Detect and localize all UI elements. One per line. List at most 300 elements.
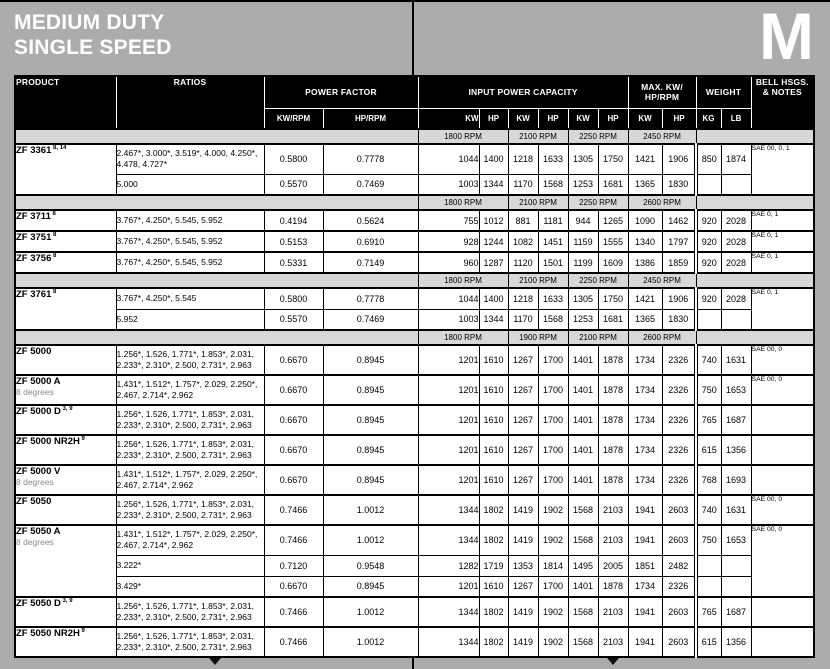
col-header-hp-max: HP (662, 108, 696, 129)
page-title-line2: SINGLE SPEED (14, 36, 172, 59)
max-power-cell: 1340 (628, 231, 662, 252)
ratios-cell: 3.767*, 4.250*, 5.545, 5.952 (116, 231, 264, 252)
rpm-band-spacer (696, 129, 814, 144)
col-header-kg: KG (696, 108, 721, 129)
hp-rpm-cell: 0.9548 (323, 555, 418, 576)
rpm-band-spacer (15, 330, 418, 345)
max-power-cell: 1365 (628, 309, 662, 330)
capacity-cell: 1902 (538, 597, 568, 627)
product-cell (15, 252, 116, 273)
capacity-cell: 1044 (418, 144, 479, 174)
capacity-cell: 944 (568, 210, 598, 231)
rpm-label: 2100 RPM (508, 195, 568, 210)
weight-kg-cell: 768 (696, 465, 721, 495)
kw-rpm-cell: 0.7466 (264, 597, 323, 627)
weight-kg-cell: 920 (696, 210, 721, 231)
capacity-cell: 1344 (479, 309, 508, 330)
capacity-cell: 1633 (538, 288, 568, 309)
bell-housing-notes-cell: SAE 0, 1 (751, 231, 814, 252)
ratios-cell: 3.767*, 4.250*, 5.545, 5.952 (116, 252, 264, 273)
ratios-cell: 1.256*, 1.526, 1.771*, 1.853*, 2.031, 2.233*, 2.310*, 2.500, 2.731*, 2.963 (116, 597, 264, 627)
bell-housing-notes-cell: SAE 00, 0 (751, 345, 814, 375)
max-power-cell: 1421 (628, 288, 662, 309)
weight-lb-cell: 1631 (721, 345, 751, 375)
capacity-cell: 1495 (568, 555, 598, 576)
capacity-cell: 1170 (508, 309, 538, 330)
product-name: ZF 3361 (16, 145, 52, 156)
capacity-cell: 1610 (479, 465, 508, 495)
col-header-kw-1800: KW (418, 108, 479, 129)
capacity-cell: 1878 (598, 465, 628, 495)
product-cell (15, 231, 116, 252)
capacity-cell: 1282 (418, 555, 479, 576)
capacity-cell: 1267 (508, 465, 538, 495)
capacity-cell: 1218 (508, 144, 538, 174)
capacity-cell: 1802 (479, 627, 508, 657)
capacity-cell: 1082 (508, 231, 538, 252)
weight-kg-cell (696, 174, 721, 195)
product-cell (15, 375, 116, 405)
product-name: ZF 5000 V (16, 466, 61, 477)
capacity-cell: 1181 (538, 210, 568, 231)
rpm-band-spacer (696, 273, 814, 288)
col-header-hp-1800: HP (479, 108, 508, 129)
table-row (15, 597, 814, 627)
max-power-cell: 1941 (628, 597, 662, 627)
rpm-label: 2450 RPM (628, 273, 696, 288)
capacity-cell: 2103 (598, 627, 628, 657)
capacity-cell: 1401 (568, 375, 598, 405)
capacity-cell: 1814 (538, 555, 568, 576)
ratios-cell: 3.767*, 4.250*, 5.545 (116, 288, 264, 309)
col-header-hp-2: HP (538, 108, 568, 129)
capacity-cell: 1265 (598, 210, 628, 231)
ratios-cell: 3.222* (116, 555, 264, 576)
rpm-label: 2100 RPM (508, 273, 568, 288)
capacity-cell: 1170 (508, 174, 538, 195)
max-power-cell: 2326 (662, 435, 696, 465)
capacity-cell: 960 (418, 252, 479, 273)
weight-lb-cell: 2028 (721, 231, 751, 252)
capacity-cell: 1750 (598, 144, 628, 174)
col-header-lb: LB (721, 108, 751, 129)
capacity-cell: 1267 (508, 375, 538, 405)
col-header-kw-max: KW (628, 108, 662, 129)
table-row (15, 174, 814, 195)
capacity-cell: 1568 (538, 309, 568, 330)
product-cell (15, 405, 116, 435)
product-cell (15, 495, 116, 525)
weight-kg-cell: 850 (696, 144, 721, 174)
hp-rpm-cell: 0.8945 (323, 435, 418, 465)
rpm-band-spacer (696, 195, 814, 210)
capacity-cell: 881 (508, 210, 538, 231)
kw-rpm-cell: 0.6670 (264, 345, 323, 375)
kw-rpm-cell: 0.7466 (264, 495, 323, 525)
ratios-cell: 1.431*, 1.512*, 1.757*, 2.029, 2.250*, 2.467, 2.714*, 2.962 (116, 525, 264, 555)
ratios-cell: 3.767*, 4.250*, 5.545, 5.952 (116, 210, 264, 231)
capacity-cell: 1501 (538, 252, 568, 273)
hp-rpm-cell: 1.0012 (323, 627, 418, 657)
product-cell (15, 465, 116, 495)
rpm-label: 1800 RPM (418, 195, 508, 210)
capacity-cell: 1267 (508, 576, 538, 597)
weight-lb-cell: 1356 (721, 435, 751, 465)
capacity-cell: 1610 (479, 345, 508, 375)
ratios-cell: 1.431*, 1.512*, 1.757*, 2.029, 2.250*, 2.467, 2.714*, 2.962 (116, 375, 264, 405)
capacity-cell: 1003 (418, 174, 479, 195)
ratios-cell: 1.256*, 1.526, 1.771*, 1.853*, 2.031, 2.233*, 2.310*, 2.500, 2.731*, 2.963 (116, 345, 264, 375)
bell-housing-notes-cell: SAE 00, 0 (751, 495, 814, 525)
capacity-cell: 1003 (418, 309, 479, 330)
weight-kg-cell: 765 (696, 597, 721, 627)
hp-rpm-cell: 1.0012 (323, 597, 418, 627)
capacity-cell: 1344 (418, 627, 479, 657)
capacity-cell: 1802 (479, 495, 508, 525)
ratios-cell: 5.952 (116, 309, 264, 330)
capacity-cell: 1878 (598, 405, 628, 435)
table-row (15, 231, 814, 252)
product-footnote-superscript: 8, 14 (51, 145, 67, 151)
ratios-cell: 3.429* (116, 576, 264, 597)
ratios-cell: 2.467*, 3.000*, 3.519*, 4.000, 4.250*, 4.478, 4.727* (116, 144, 264, 174)
catalog-table (14, 75, 815, 658)
weight-kg-cell: 750 (696, 525, 721, 555)
weight-lb-cell: 1653 (721, 525, 751, 555)
table-row (15, 345, 814, 375)
table-row (15, 576, 814, 597)
capacity-cell: 1353 (508, 555, 538, 576)
capacity-cell: 1400 (479, 288, 508, 309)
max-power-cell: 2326 (662, 576, 696, 597)
product-name: ZF 3711 (16, 211, 51, 222)
capacity-cell: 1253 (568, 309, 598, 330)
max-power-cell: 1462 (662, 210, 696, 231)
max-power-cell: 1386 (628, 252, 662, 273)
capacity-cell: 1568 (568, 627, 598, 657)
capacity-cell: 2103 (598, 525, 628, 555)
capacity-cell: 1568 (568, 597, 598, 627)
rpm-band-spacer (15, 129, 418, 144)
max-power-cell: 1851 (628, 555, 662, 576)
product-subtitle: 8 degrees (16, 477, 54, 487)
bell-housing-notes-cell (751, 405, 814, 435)
capacity-cell: 1400 (479, 144, 508, 174)
col-header-bell-hsgs-notes: BELL HSGS. & NOTES (751, 76, 814, 129)
rpm-label: 1900 RPM (508, 330, 568, 345)
kw-rpm-cell: 0.6670 (264, 405, 323, 435)
product-footnote-superscript: 8 (51, 253, 57, 259)
capacity-cell: 1750 (598, 288, 628, 309)
rpm-band-spacer (15, 273, 418, 288)
capacity-cell: 928 (418, 231, 479, 252)
col-header-weight: WEIGHT (696, 76, 751, 108)
capacity-cell: 1568 (538, 174, 568, 195)
product-name: ZF 5000 NR2H (16, 436, 80, 447)
hp-rpm-cell: 0.8945 (323, 375, 418, 405)
kw-rpm-cell: 0.7120 (264, 555, 323, 576)
capacity-cell: 755 (418, 210, 479, 231)
capacity-cell: 1610 (479, 375, 508, 405)
col-header-input-power-capacity: INPUT POWER CAPACITY (418, 76, 628, 108)
product-name: ZF 5050 D (16, 598, 61, 609)
ratios-cell: 1.431*, 1.512*, 1.757*, 2.029, 2.250*, 2.467, 2.714*, 2.962 (116, 465, 264, 495)
product-footnote-superscript: 9 (79, 628, 85, 634)
weight-kg-cell (696, 309, 721, 330)
capacity-cell: 1902 (538, 495, 568, 525)
max-power-cell: 2603 (662, 627, 696, 657)
hp-rpm-cell: 0.8945 (323, 465, 418, 495)
product-subtitle: 8 degrees (16, 537, 54, 547)
weight-lb-cell: 1693 (721, 465, 751, 495)
col-header-hp-3: HP (598, 108, 628, 129)
capacity-cell: 1044 (418, 288, 479, 309)
max-power-cell: 2603 (662, 597, 696, 627)
table-header (15, 76, 814, 129)
capacity-cell: 1610 (479, 576, 508, 597)
capacity-cell: 1802 (479, 525, 508, 555)
weight-lb-cell: 1687 (721, 405, 751, 435)
rpm-band-row (15, 273, 814, 288)
weight-kg-cell: 740 (696, 345, 721, 375)
max-power-cell: 1859 (662, 252, 696, 273)
capacity-cell: 1700 (538, 576, 568, 597)
capacity-cell: 1419 (508, 495, 538, 525)
weight-kg-cell: 920 (696, 252, 721, 273)
bell-housing-notes-cell: SAE 00, 0 (751, 525, 814, 597)
weight-lb-cell: 2028 (721, 210, 751, 231)
capacity-cell: 1419 (508, 525, 538, 555)
capacity-cell: 1609 (598, 252, 628, 273)
max-power-cell: 1941 (628, 525, 662, 555)
capacity-cell: 1344 (479, 174, 508, 195)
product-name: ZF 5050 NR2H (16, 628, 80, 639)
rpm-label: 2600 RPM (628, 195, 696, 210)
capacity-cell: 1344 (418, 525, 479, 555)
capacity-cell: 1244 (479, 231, 508, 252)
product-footnote-superscript: 9 (79, 436, 85, 442)
table-row (15, 495, 814, 525)
rpm-label: 2250 RPM (568, 273, 628, 288)
weight-lb-cell (721, 555, 751, 576)
table-row (15, 465, 814, 495)
kw-rpm-cell: 0.7466 (264, 525, 323, 555)
product-name: ZF 5000 (16, 346, 52, 357)
capacity-cell: 1199 (568, 252, 598, 273)
page-fold-line-top (412, 0, 414, 75)
col-header-max-kw-hp-rpm: MAX. KW/ HP/RPM (628, 76, 696, 108)
bell-housing-notes-cell: SAE 0, 1 (751, 288, 814, 330)
hp-rpm-cell: 1.0012 (323, 525, 418, 555)
col-header-hp-rpm: HP/RPM (323, 108, 418, 129)
rpm-band-row (15, 330, 814, 345)
kw-rpm-cell: 0.5800 (264, 144, 323, 174)
capacity-cell: 1568 (568, 525, 598, 555)
col-header-kw-2: KW (508, 108, 538, 129)
bell-housing-notes-cell (751, 435, 814, 465)
capacity-cell: 1451 (538, 231, 568, 252)
capacity-cell: 1305 (568, 288, 598, 309)
col-header-kw-rpm: KW/RPM (264, 108, 323, 129)
capacity-cell: 1633 (538, 144, 568, 174)
capacity-cell: 1287 (479, 252, 508, 273)
product-cell (15, 345, 116, 375)
table-row (15, 144, 814, 174)
capacity-cell: 1401 (568, 405, 598, 435)
weight-lb-cell (721, 576, 751, 597)
max-power-cell: 1941 (628, 627, 662, 657)
rpm-band-spacer (696, 330, 814, 345)
max-power-cell: 1365 (628, 174, 662, 195)
top-rule (0, 0, 830, 2)
max-power-cell: 2326 (662, 465, 696, 495)
product-name: ZF 5050 A (16, 526, 61, 537)
capacity-cell: 1401 (568, 345, 598, 375)
capacity-cell: 1201 (418, 435, 479, 465)
product-cell (15, 210, 116, 231)
product-cell (15, 288, 116, 330)
max-power-cell: 1830 (662, 309, 696, 330)
product-name: ZF 3751 (16, 232, 52, 243)
max-power-cell: 1090 (628, 210, 662, 231)
rpm-label: 2250 RPM (568, 129, 628, 144)
capacity-cell: 1201 (418, 375, 479, 405)
product-footnote-superscript: 8 (50, 211, 56, 217)
product-name: ZF 3761 (16, 289, 52, 300)
continuation-triangle-icon (209, 658, 221, 665)
bell-housing-notes-cell (751, 627, 814, 657)
bell-housing-notes-cell: SAE 00, 0 (751, 375, 814, 405)
hp-rpm-cell: 0.8945 (323, 345, 418, 375)
ratios-cell: 1.256*, 1.526, 1.771*, 1.853*, 2.031, 2.233*, 2.310*, 2.500, 2.731*, 2.963 (116, 435, 264, 465)
hp-rpm-cell: 1.0012 (323, 495, 418, 525)
table-body (15, 129, 814, 657)
product-subtitle: 8 degrees (16, 387, 54, 397)
max-power-cell: 1734 (628, 405, 662, 435)
capacity-cell: 1878 (598, 576, 628, 597)
capacity-cell: 1878 (598, 375, 628, 405)
col-header-power-factor: POWER FACTOR (264, 76, 418, 108)
kw-rpm-cell: 0.5331 (264, 252, 323, 273)
capacity-cell: 1201 (418, 576, 479, 597)
capacity-cell: 1201 (418, 405, 479, 435)
kw-rpm-cell: 0.5570 (264, 309, 323, 330)
kw-rpm-cell: 0.4194 (264, 210, 323, 231)
max-power-cell: 2326 (662, 345, 696, 375)
hp-rpm-cell: 0.7469 (323, 309, 418, 330)
capacity-cell: 1267 (508, 435, 538, 465)
hp-rpm-cell: 0.7469 (323, 174, 418, 195)
max-power-cell: 2603 (662, 495, 696, 525)
max-power-cell: 1734 (628, 465, 662, 495)
capacity-cell: 1700 (538, 345, 568, 375)
weight-lb-cell: 2028 (721, 288, 751, 309)
weight-kg-cell: 920 (696, 288, 721, 309)
weight-lb-cell: 2028 (721, 252, 751, 273)
capacity-cell: 1681 (598, 174, 628, 195)
capacity-cell: 1878 (598, 345, 628, 375)
table-row (15, 210, 814, 231)
capacity-cell: 1159 (568, 231, 598, 252)
capacity-cell: 1700 (538, 435, 568, 465)
capacity-cell: 1201 (418, 345, 479, 375)
capacity-cell: 2103 (598, 597, 628, 627)
max-power-cell: 1734 (628, 345, 662, 375)
product-name: ZF 5000 A (16, 376, 61, 387)
capacity-cell: 1700 (538, 405, 568, 435)
bell-housing-notes-cell: SAE 0, 1 (751, 210, 814, 231)
capacity-cell: 1401 (568, 435, 598, 465)
capacity-cell: 1344 (418, 597, 479, 627)
page-title-line1: MEDIUM DUTY (14, 11, 165, 34)
product-footnote-superscript: 8 (51, 289, 57, 295)
rpm-label: 2100 RPM (508, 129, 568, 144)
max-power-cell: 2326 (662, 375, 696, 405)
weight-kg-cell (696, 555, 721, 576)
weight-lb-cell (721, 174, 751, 195)
weight-kg-cell: 920 (696, 231, 721, 252)
rpm-label: 2600 RPM (628, 330, 696, 345)
bell-housing-notes-cell: SAE 0, 1 (751, 252, 814, 273)
table-row (15, 288, 814, 309)
col-header-product: PRODUCT (15, 76, 116, 129)
capacity-cell: 1401 (568, 465, 598, 495)
weight-kg-cell: 615 (696, 435, 721, 465)
product-name: ZF 3756 (16, 253, 52, 264)
weight-kg-cell: 765 (696, 405, 721, 435)
capacity-cell: 1012 (479, 210, 508, 231)
hp-rpm-cell: 0.7149 (323, 252, 418, 273)
capacity-cell: 1610 (479, 435, 508, 465)
capacity-cell: 2103 (598, 495, 628, 525)
section-letter: M (759, 0, 814, 73)
max-power-cell: 1906 (662, 288, 696, 309)
max-power-cell: 1830 (662, 174, 696, 195)
weight-lb-cell: 1874 (721, 144, 751, 174)
max-power-cell: 1421 (628, 144, 662, 174)
capacity-cell: 1419 (508, 627, 538, 657)
rpm-label: 2450 RPM (628, 129, 696, 144)
capacity-cell: 1568 (568, 495, 598, 525)
rpm-label: 1800 RPM (418, 129, 508, 144)
max-power-cell: 1734 (628, 435, 662, 465)
capacity-cell: 1555 (598, 231, 628, 252)
hp-rpm-cell: 0.5624 (323, 210, 418, 231)
kw-rpm-cell: 0.6670 (264, 465, 323, 495)
product-name: ZF 5000 D (16, 406, 61, 417)
weight-kg-cell: 740 (696, 495, 721, 525)
capacity-cell: 2005 (598, 555, 628, 576)
hp-rpm-cell: 0.7778 (323, 144, 418, 174)
weight-lb-cell: 1653 (721, 375, 751, 405)
capacity-cell: 1267 (508, 405, 538, 435)
max-power-cell: 1797 (662, 231, 696, 252)
max-power-cell: 1906 (662, 144, 696, 174)
hp-rpm-cell: 0.8945 (323, 405, 418, 435)
max-power-cell: 2326 (662, 405, 696, 435)
table-row (15, 435, 814, 465)
table-row (15, 375, 814, 405)
ratios-cell: 1.256*, 1.526, 1.771*, 1.853*, 2.031, 2.233*, 2.310*, 2.500, 2.731*, 2.963 (116, 627, 264, 657)
rpm-band-row (15, 129, 814, 144)
bell-housing-notes-cell (751, 465, 814, 495)
capacity-cell: 1344 (418, 495, 479, 525)
capacity-cell: 1253 (568, 174, 598, 195)
product-footnote-superscript: 8 (51, 232, 57, 238)
product-footnote-superscript: 3, 9 (60, 406, 73, 412)
max-power-cell: 1941 (628, 495, 662, 525)
table-row (15, 405, 814, 435)
